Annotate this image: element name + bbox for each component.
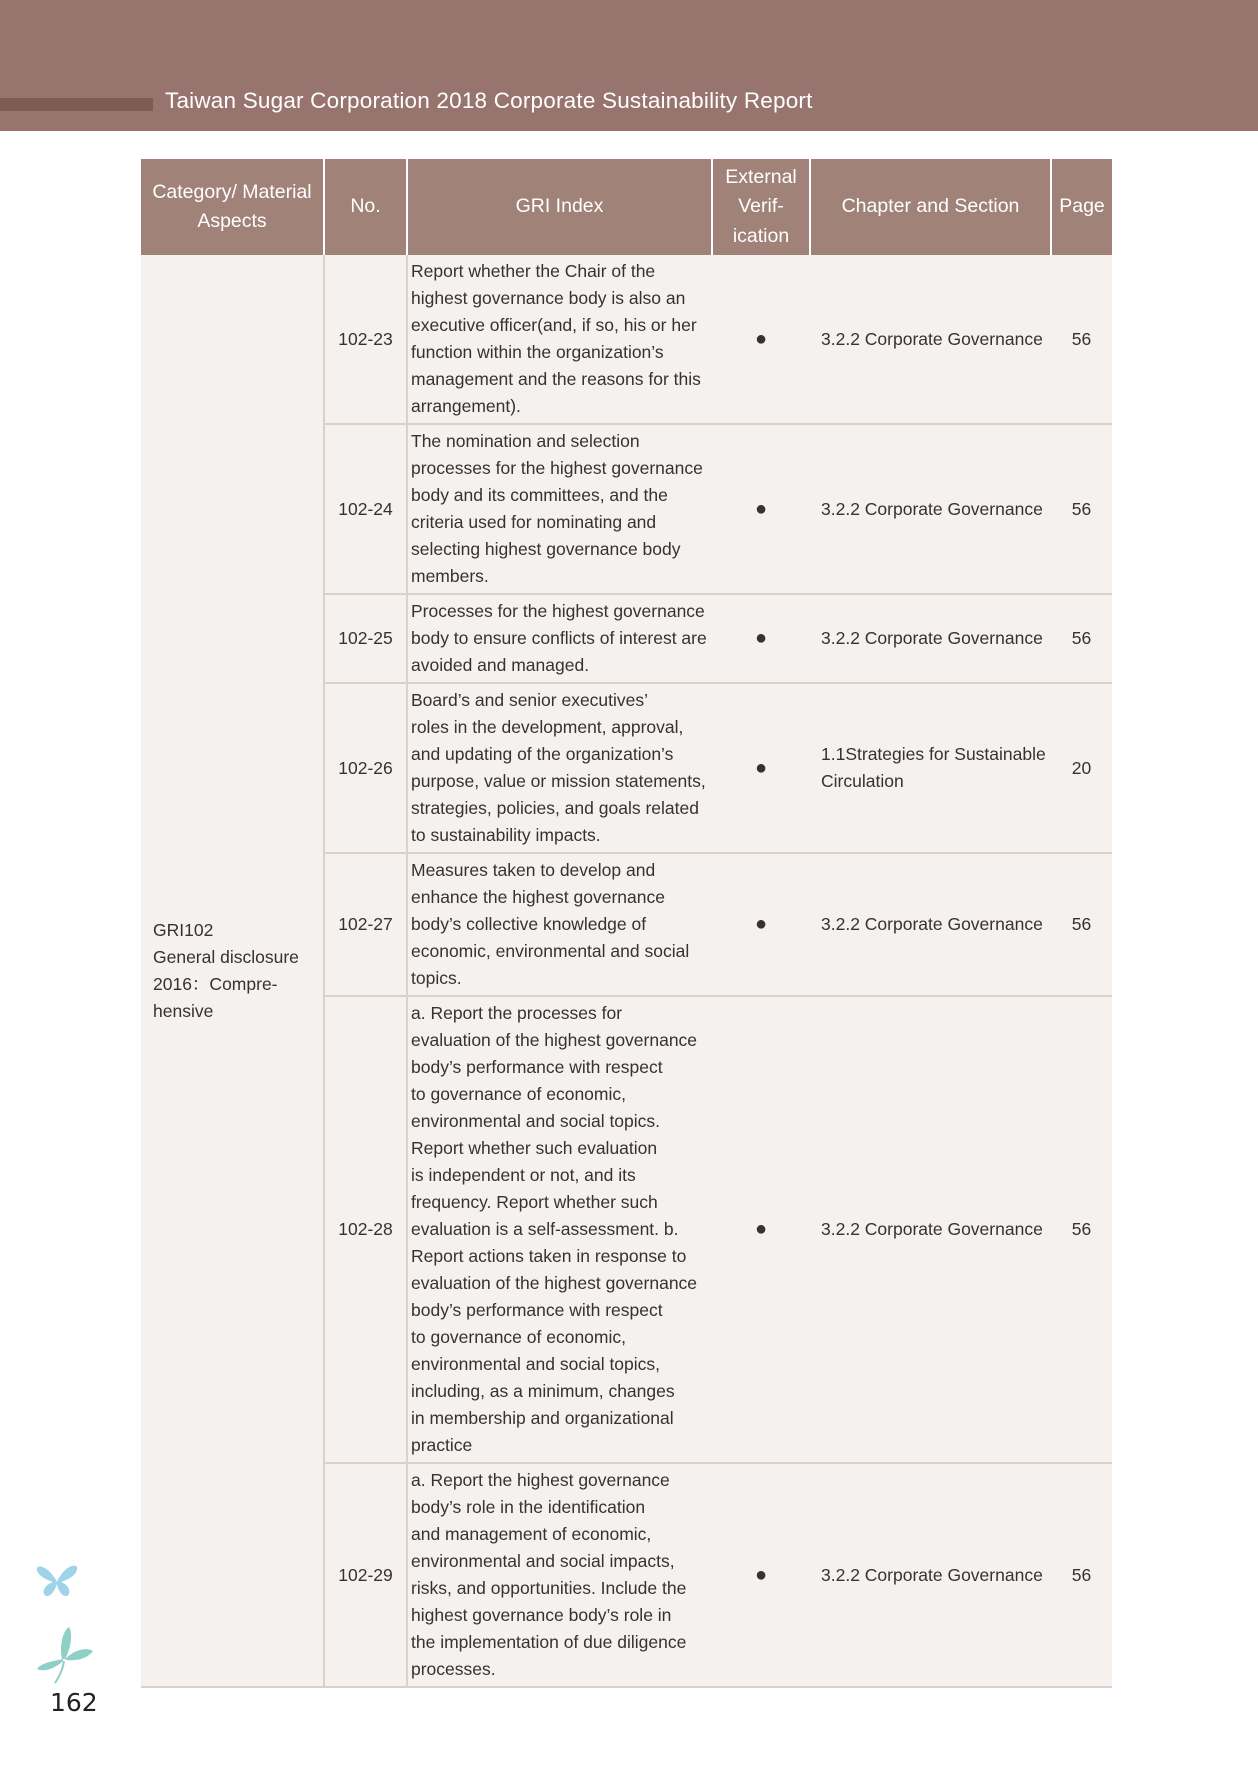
gri-index-description bbox=[407, 594, 712, 683]
page-reference: 56 bbox=[1051, 1463, 1112, 1687]
description-line: processes. bbox=[411, 1659, 496, 1679]
chapter-line: 1.1Strategies for Sustainable bbox=[821, 744, 1046, 764]
description-line: Board’s and senior executives’ bbox=[411, 690, 649, 710]
description-line: Report actions taken in response to bbox=[411, 1246, 687, 1266]
description-line: risks, and opportunities. Include the bbox=[411, 1578, 687, 1598]
gri-index-table bbox=[141, 159, 1112, 1688]
description-line: evaluation of the highest governance bbox=[411, 1273, 698, 1293]
description-line: body to ensure conflicts of interest are bbox=[411, 628, 707, 648]
description-line: evaluation is a self-assessment. b. bbox=[411, 1219, 679, 1239]
description-line: economic, environmental and social bbox=[411, 941, 690, 961]
verification-dot-icon: ● bbox=[712, 1463, 810, 1687]
table-body bbox=[141, 255, 1112, 1687]
description-line: body’s performance with respect bbox=[411, 1057, 663, 1077]
header-label-line: No. bbox=[350, 195, 381, 218]
page-reference: 56 bbox=[1051, 996, 1112, 1463]
header-label-line: Verif- bbox=[738, 195, 784, 218]
description-line: body’s performance with respect bbox=[411, 1300, 663, 1320]
chapter-section bbox=[810, 594, 1051, 683]
header-label-line: GRI Index bbox=[515, 195, 604, 218]
description-line: body’s collective knowledge of bbox=[411, 914, 647, 934]
description-line: and management of economic, bbox=[411, 1524, 652, 1544]
description-line: including, as a minimum, changes bbox=[411, 1381, 675, 1401]
description-line: enhance the highest governance bbox=[411, 887, 665, 907]
header-label-line: Category/ Material bbox=[152, 180, 312, 203]
gri-index-description bbox=[407, 853, 712, 996]
description-line: a. Report the highest governance bbox=[411, 1470, 670, 1490]
gri-index-description bbox=[407, 683, 712, 853]
description-line: function within the organization’s bbox=[411, 342, 664, 362]
category-line: GRI102 bbox=[153, 919, 214, 940]
category-cell bbox=[141, 255, 324, 1687]
verification-dot-icon: ● bbox=[712, 594, 810, 683]
disclosure-number: 102-24 bbox=[324, 424, 407, 594]
description-line: selecting highest governance body bbox=[411, 539, 681, 559]
page-reference: 56 bbox=[1051, 424, 1112, 594]
description-line: executive officer(and, if so, his or her bbox=[411, 315, 697, 335]
disclosure-number: 102-26 bbox=[324, 683, 407, 853]
chapter-section bbox=[810, 683, 1051, 853]
header-label-line: ication bbox=[732, 224, 790, 247]
description-line: The nomination and selection bbox=[411, 431, 640, 451]
description-line: environmental and social topics. bbox=[411, 1111, 661, 1131]
description-line: environmental and social impacts, bbox=[411, 1551, 675, 1571]
chapter-line: 3.2.2 Corporate Governance bbox=[821, 914, 1043, 934]
header-label-line: Chapter and Section bbox=[841, 195, 1020, 218]
description-line: Report whether such evaluation bbox=[411, 1138, 658, 1158]
description-line: purpose, value or mission statements, bbox=[411, 771, 706, 791]
description-line: Measures taken to develop and bbox=[411, 860, 656, 880]
disclosure-number: 102-23 bbox=[324, 255, 407, 424]
disclosure-number: 102-29 bbox=[324, 1463, 407, 1687]
page-reference: 56 bbox=[1051, 594, 1112, 683]
description-line: is independent or not, and its bbox=[411, 1165, 636, 1185]
description-line: a. Report the processes for bbox=[411, 1003, 623, 1023]
description-line: members. bbox=[411, 566, 489, 586]
header-banner bbox=[0, 0, 1258, 131]
report-title: Taiwan Sugar Corporation 2018 Corporate Sustainability Report bbox=[165, 88, 813, 113]
column-header-gri-index bbox=[407, 159, 712, 255]
butterfly-icon bbox=[35, 1625, 95, 1685]
header-label-line: Aspects bbox=[197, 210, 267, 232]
chapter-section bbox=[810, 424, 1051, 594]
description-line: and updating of the organization’s bbox=[411, 744, 674, 764]
description-line: topics. bbox=[411, 968, 462, 988]
header-accent-bar bbox=[0, 98, 153, 111]
chapter-line: 3.2.2 Corporate Governance bbox=[821, 1219, 1043, 1239]
header-label-line: Page bbox=[1059, 195, 1105, 218]
header-label-line: External bbox=[725, 165, 797, 188]
page-number: 162 bbox=[50, 1688, 98, 1717]
description-line: environmental and social topics, bbox=[411, 1354, 661, 1374]
butterfly-icon bbox=[36, 1562, 78, 1600]
page-reference: 56 bbox=[1051, 853, 1112, 996]
column-header-no bbox=[324, 159, 407, 255]
description-line: frequency. Report whether such bbox=[411, 1192, 658, 1212]
description-line: avoided and managed. bbox=[411, 655, 590, 675]
verification-dot-icon: ● bbox=[712, 853, 810, 996]
column-header-chapter bbox=[810, 159, 1051, 255]
chapter-line: 3.2.2 Corporate Governance bbox=[821, 1564, 1043, 1585]
column-header-category bbox=[141, 159, 324, 255]
gri-index-description bbox=[407, 255, 712, 424]
description-line: highest governance body is also an bbox=[411, 288, 686, 308]
verification-dot-icon: ● bbox=[712, 683, 810, 853]
chapter-section bbox=[810, 996, 1051, 1463]
column-header-external-verification bbox=[712, 159, 810, 255]
chapter-line: 3.2.2 Corporate Governance bbox=[821, 628, 1043, 648]
description-line: processes for the highest governance bbox=[411, 458, 703, 478]
description-line: to governance of economic, bbox=[411, 1084, 626, 1104]
description-line: strategies, policies, and goals related bbox=[411, 798, 699, 818]
chapter-line: 3.2.2 Corporate Governance bbox=[821, 498, 1043, 519]
chapter-line: Circulation bbox=[821, 771, 904, 791]
chapter-section bbox=[810, 1463, 1051, 1687]
description-line: in membership and organizational bbox=[411, 1408, 674, 1428]
verification-dot-icon: ● bbox=[712, 996, 810, 1463]
description-line: roles in the development, approval, bbox=[411, 717, 684, 737]
description-line: Report whether the Chair of the bbox=[411, 261, 656, 281]
description-line: Processes for the highest governance bbox=[411, 601, 705, 621]
description-line: body’s role in the identification bbox=[411, 1497, 646, 1517]
chapter-line: 3.2.2 Corporate Governance bbox=[821, 328, 1043, 349]
chapter-section bbox=[810, 853, 1051, 996]
verification-dot-icon: ● bbox=[712, 424, 810, 594]
gri-index-description bbox=[407, 1463, 712, 1687]
description-line: to governance of economic, bbox=[411, 1327, 626, 1347]
description-line: evaluation of the highest governance bbox=[411, 1030, 698, 1050]
gri-index-description bbox=[407, 996, 712, 1463]
category-line: 2016：Compre- bbox=[153, 973, 278, 994]
gri-index-description bbox=[407, 424, 712, 594]
table-row bbox=[141, 255, 1112, 424]
category-line: General disclosure bbox=[153, 946, 299, 967]
table-header-row bbox=[141, 159, 1112, 255]
description-line: criteria used for nominating and bbox=[411, 512, 657, 532]
verification-dot-icon: ● bbox=[712, 255, 810, 424]
column-header-page bbox=[1051, 159, 1112, 255]
chapter-section bbox=[810, 255, 1051, 424]
description-line: body and its committees, and the bbox=[411, 485, 668, 505]
category-line: hensive bbox=[153, 1000, 214, 1021]
page-reference: 20 bbox=[1051, 683, 1112, 853]
disclosure-number: 102-25 bbox=[324, 594, 407, 683]
description-line: arrangement). bbox=[411, 396, 521, 416]
disclosure-number: 102-27 bbox=[324, 853, 407, 996]
description-line: to sustainability impacts. bbox=[411, 825, 601, 845]
disclosure-number: 102-28 bbox=[324, 996, 407, 1463]
page-reference: 56 bbox=[1051, 255, 1112, 424]
description-line: management and the reasons for this bbox=[411, 369, 701, 389]
description-line: the implementation of due diligence bbox=[411, 1632, 687, 1652]
description-line: highest governance body’s role in bbox=[411, 1605, 672, 1625]
description-line: practice bbox=[411, 1435, 473, 1455]
